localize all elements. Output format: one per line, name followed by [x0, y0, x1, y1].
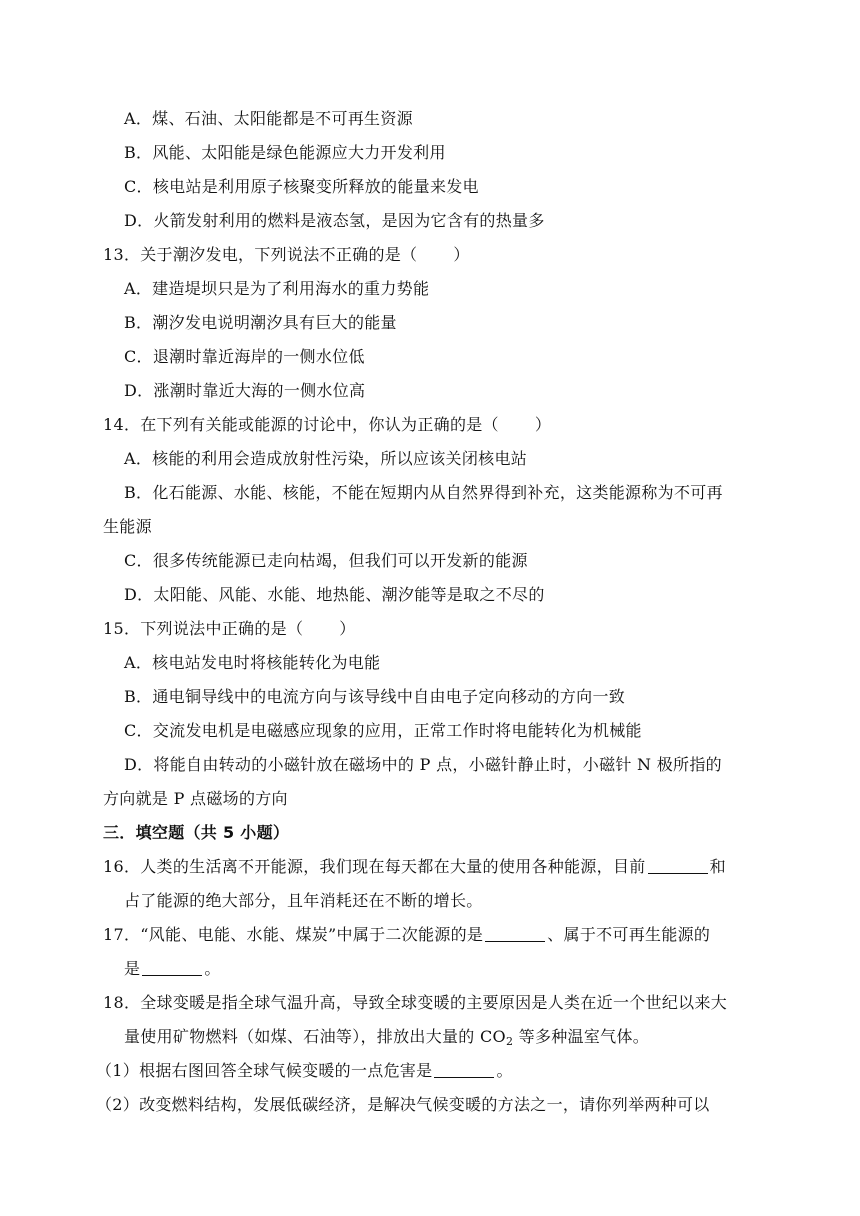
q14-option-b: B．化石能源、水能、核能，不能在短期内从自然界得到补充，这类能源称为不可再	[124, 483, 723, 502]
q15-option-d-continued: 方向就是 P 点磁场的方向	[103, 789, 288, 808]
q13-option-d: D．涨潮时靠近大海的一侧水位高	[124, 381, 366, 400]
q13-option-a: A．建造堤坝只是为了利用海水的重力势能	[124, 279, 430, 298]
q13-stem-close: ）	[453, 245, 470, 264]
q15-option-a: A．核电站发电时将核能转化为电能	[124, 653, 381, 672]
q15-option-b: B．通电铜导线中的电流方向与该导线中自由电子定向移动的方向一致	[124, 687, 626, 706]
q17-text: 17．“风能、电能、水能、煤炭”中属于二次能源的是	[103, 925, 484, 944]
q17-text2: 是	[124, 959, 141, 978]
q12-option-a: A．煤、石油、太阳能都是不可再生资源	[124, 109, 413, 128]
q14-option-a: A．核能的利用会造成放射性污染，所以应该关闭核电站	[124, 449, 528, 468]
q15-stem	[103, 618, 356, 640]
q17-text-after: 、属于不可再生能源的	[547, 925, 711, 944]
fill-blank	[485, 925, 545, 942]
q14-stem-text: 14．在下列有关能或能源的讨论中，你认为正确的是（	[103, 415, 499, 434]
q16-text-after: 和	[709, 857, 726, 876]
q14-stem-close: ）	[534, 415, 552, 434]
q18-sub1	[96, 1060, 513, 1082]
q18-line2-text: 量使用矿物燃料（如煤、石油等），排放出大量的 CO	[124, 1027, 506, 1046]
q18-sub1-text: （1）根据右图回答全球气候变暖的一点危害是	[96, 1061, 433, 1080]
q18-sub1-after: 。	[496, 1061, 513, 1080]
q12-option-d: D．火箭发射利用的燃料是液态氢，是因为它含有的热量多	[124, 211, 545, 230]
q18-line2	[124, 1026, 649, 1053]
q17-line2	[124, 958, 221, 980]
q12-option-b: B．风能、太阳能是绿色能源应大力开发利用	[124, 143, 446, 162]
q18-sub2: （2）改变燃料结构，发展低碳经济，是解决气候变暖的方法之一，请你列举两种可以	[96, 1095, 710, 1114]
q17-text2-after: 。	[204, 959, 221, 978]
q15-stem-text: 15．下列说法中正确的是（	[103, 619, 304, 638]
q13-option-c: C．退潮时靠近海岸的一侧水位低	[124, 347, 365, 366]
section-title: 三．填空题（共 5 小题）	[103, 823, 290, 842]
q17-line1	[103, 924, 710, 946]
q15-option-d: D．将能自由转动的小磁针放在磁场中的 P 点，小磁针静止时，小磁针 N 极所指的	[124, 755, 722, 774]
q14-option-b-continued: 生能源	[103, 517, 152, 536]
q14-stem	[103, 414, 551, 436]
q15-stem-close: ）	[339, 619, 356, 638]
fill-blank	[648, 857, 708, 874]
q14-option-d: D．太阳能、风能、水能、地热能、潮汐能等是取之不尽的	[124, 585, 545, 604]
q13-option-b: B．潮汐发电说明潮汐具有巨大的能量	[124, 313, 397, 332]
fill-blank	[142, 959, 202, 976]
subscript-2: 2	[505, 1035, 514, 1048]
q18-line1: 18．全球变暖是指全球气温升高，导致全球变暖的主要原因是人类在近一个世纪以来大	[103, 993, 728, 1012]
q16-text: 16．人类的生活离不开能源，我们现在每天都在大量的使用各种能源，目前	[103, 857, 646, 876]
q18-line2-after: 等多种温室气体。	[513, 1027, 650, 1046]
q16-line1	[103, 856, 726, 878]
q13-stem	[103, 244, 470, 266]
q16-line2: 占了能源的绝大部分，且年消耗还在不断的增长。	[124, 891, 483, 910]
q12-option-c: C．核电站是利用原子核聚变所释放的能量来发电	[124, 177, 479, 196]
q15-option-c: C．交流发电机是电磁感应现象的应用，正常工作时将电能转化为机械能	[124, 721, 642, 740]
fill-blank	[434, 1061, 494, 1078]
q14-option-c: C．很多传统能源已走向枯竭，但我们可以开发新的能源	[124, 551, 528, 570]
q13-stem-text: 13．关于潮汐发电，下列说法不正确的是（	[103, 245, 418, 264]
